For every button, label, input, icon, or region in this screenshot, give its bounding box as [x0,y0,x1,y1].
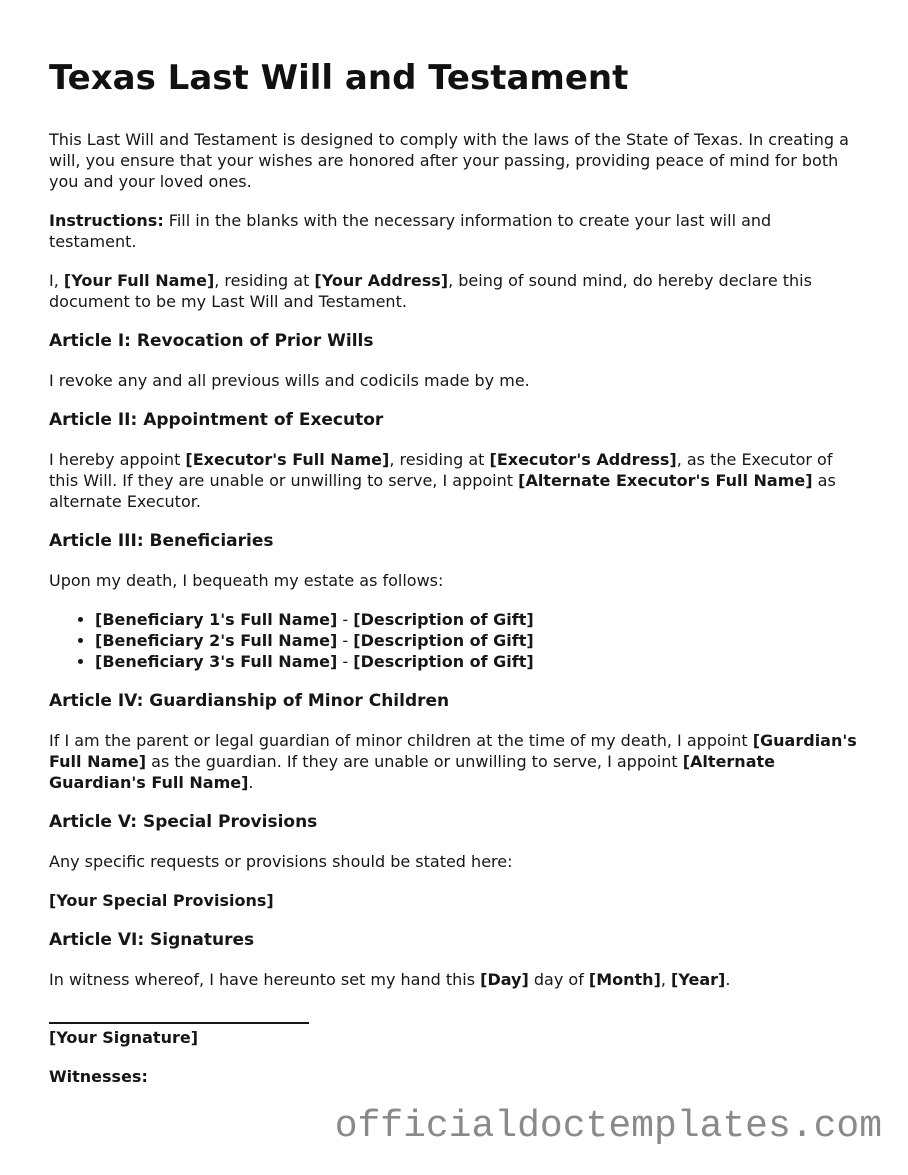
list-item [95,651,860,672]
text-run: I hereby appoint [49,449,186,469]
text-run: Fill in the blanks with the necessary information to create your last will and testament. [49,210,772,251]
intro-paragraph [49,129,860,192]
text-run: Article III: Beneficiaries [49,530,274,551]
article-2-heading [49,409,860,431]
declaration-paragraph [49,270,860,312]
text-run: , residing at [214,270,315,290]
article-4-heading [49,690,860,712]
text-run: [Your Full Name] [63,270,215,290]
article-1-heading [49,330,860,352]
text-run: , residing at [389,449,490,469]
text-run: [Your Address] [314,270,449,290]
text-run: [Alternate Guardian's Full Name] [49,751,775,792]
guardianship-paragraph [49,730,860,793]
page-title: Texas Last Will and Testament [49,58,629,98]
signature-line [49,1022,309,1024]
text-run: [Day] [480,969,529,989]
text-run: day of [528,969,589,989]
text-run: [Description of Gift] [353,651,534,671]
text-run: I revoke any and all previous wills and codicils made by me. [49,370,530,390]
watermark-text: officialdoctemplates.com [334,1105,882,1148]
text-run: Witnesses: [49,1066,148,1086]
list-item [95,630,860,651]
text-run: [Executor's Address] [489,449,677,469]
article-6-heading [49,929,860,951]
text-run: - [337,609,354,629]
text-run: If I am the parent or legal guardian of minor children at the time of my death, I appoint [49,730,753,750]
text-run: [Your Special Provisions] [49,890,274,910]
text-run: This Last Will and Testament is designed to comply with the laws of the State of Texas. In creating a will, you ensure that your wishes are honored after your passing, providing peace of mind for both you and your loved ones. [49,129,849,191]
text-run: , being of sound mind, do hereby declare this document to be my Last Will and Testament. [49,270,812,311]
list-item [95,609,860,630]
bequeath-paragraph [49,570,860,591]
text-run: as the guardian. If they are unable or unwilling to serve, I appoint [146,751,683,771]
text-run: Article II: Appointment of Executor [49,409,384,430]
text-run: [Guardian's Full Name] [49,730,857,771]
article-3-heading [49,530,860,552]
witnesses-label [49,1066,860,1087]
text-run: Instructions: [49,210,164,230]
text-run: Article VI: Signatures [49,929,255,950]
special-provisions-placeholder [49,890,860,911]
text-run: as alternate Executor. [49,470,836,511]
text-run: Upon my death, I bequeath my estate as follows: [49,570,444,590]
text-run: In witness whereof, I have hereunto set my hand this [49,969,481,989]
text-run: Article V: Special Provisions [49,811,318,832]
executor-paragraph [49,449,860,512]
instructions-paragraph [49,210,860,252]
text-run: [Year] [671,969,726,989]
special-provisions-intro-paragraph [49,851,860,872]
revocation-paragraph [49,370,860,391]
text-run: Any specific requests or provisions should be stated here: [49,851,513,871]
document-body [49,129,860,1087]
text-run: Article I: Revocation of Prior Wills [49,330,374,351]
text-run: [Description of Gift] [353,609,534,629]
text-run: [Your Signature] [49,1027,199,1047]
text-run: [Description of Gift] [353,630,534,650]
text-run: . [725,969,731,989]
text-run: [Beneficiary 1's Full Name] [95,609,338,629]
text-run: , as the Executor of this Will. If they are unable or unwilling to serve, I appoint [49,449,833,490]
text-run: - [337,630,354,650]
witness-whereof-paragraph [49,969,860,990]
text-run: - [337,651,354,671]
text-run: [Beneficiary 3's Full Name] [95,651,338,671]
text-run: I, [49,270,64,290]
article-5-heading [49,811,860,833]
text-run: [Beneficiary 2's Full Name] [95,630,338,650]
text-run: . [248,772,254,792]
beneficiary-list [49,609,860,672]
text-run: [Alternate Executor's Full Name] [518,470,813,490]
text-run: Article IV: Guardianship of Minor Children [49,690,450,711]
text-run: [Month] [588,969,661,989]
text-run: [Executor's Full Name] [185,449,390,469]
signature-label [49,1027,860,1048]
text-run: , [660,969,672,989]
